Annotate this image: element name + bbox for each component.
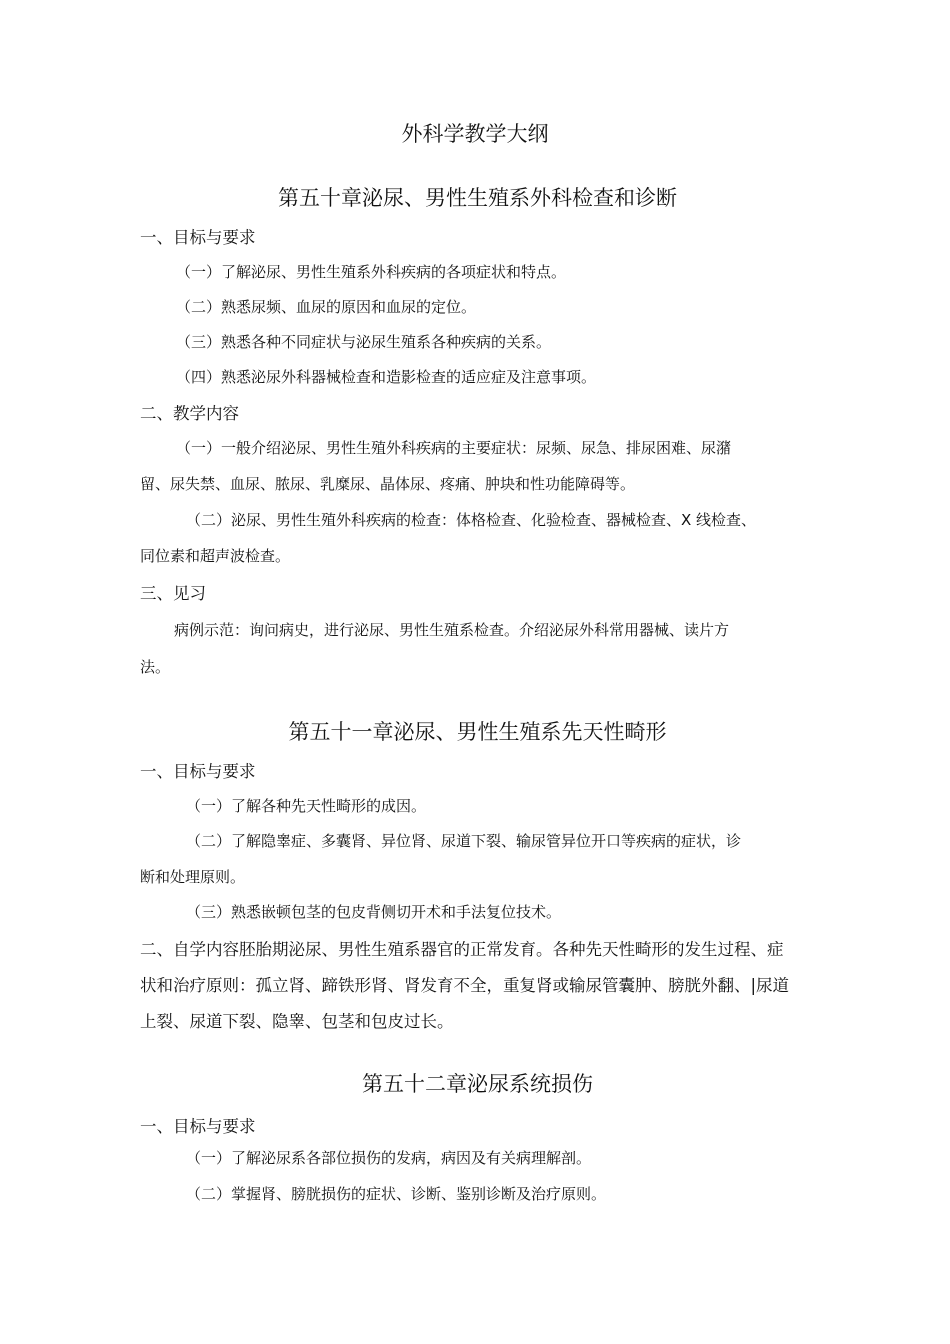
list-item: （二）掌握肾、膀胱损伤的症状、诊断、鉴别诊断及治疗原则。 [186, 1185, 607, 1203]
list-item: （一）了解各种先天性畸形的成因。 [186, 797, 427, 815]
paragraph-line: 二、自学内容胚胎期泌尿、男性生殖系器官的正常发育。各种先天性畸形的发生过程、症 [140, 940, 784, 959]
section-heading-practice: 三、见习 [140, 584, 206, 603]
section-heading-goals: 一、目标与要求 [140, 762, 256, 781]
paragraph-line: 状和治疗原则：孤立肾、蹄铁形肾、肾发育不全，重复肾或输尿管囊肿、膀胱外翻、|尿道 [140, 976, 790, 995]
section-heading-goals: 一、目标与要求 [140, 1117, 256, 1136]
list-item: （二）熟悉尿频、血尿的原因和血尿的定位。 [176, 298, 477, 316]
list-item: 断和处理原则。 [140, 868, 246, 886]
chapter-title: 第五十章泌尿、男性生殖系外科检查和诊断 [278, 186, 677, 210]
list-item: （一）了解泌尿、男性生殖系外科疾病的各项症状和特点。 [176, 263, 567, 281]
paragraph-line: 法。 [140, 658, 171, 676]
paragraph-line: 病例示范：询问病史，进行泌尿、男性生殖系检查。介绍泌尿外科常用器械、读片方 [174, 621, 730, 639]
list-item: （三）熟悉嵌顿包茎的包皮背侧切开术和手法复位技术。 [186, 903, 562, 921]
list-item: （一）了解泌尿系各部位损伤的发病，病因及有关病理解剖。 [186, 1149, 592, 1167]
paragraph-line: 上裂、尿道下裂、隐睾、包茎和包皮过长。 [140, 1012, 454, 1031]
paragraph-line: 同位素和超声波检查。 [140, 547, 291, 565]
list-item: （三）熟悉各种不同症状与泌尿生殖系各种疾病的关系。 [176, 333, 552, 351]
chapter-title: 第五十一章泌尿、男性生殖系先天性畸形 [288, 720, 667, 744]
section-heading-goals: 一、目标与要求 [140, 228, 256, 247]
list-item: （四）熟悉泌尿外科器械检查和造影检查的适应症及注意事项。 [176, 368, 597, 386]
list-item: （二）了解隐睾症、多囊肾、异位肾、尿道下裂、输尿管异位开口等疾病的症状，诊 [186, 832, 742, 850]
paragraph-line: （二）泌尿、男性生殖外科疾病的检查：体格检查、化验检查、器械检查、X 线检查、 [186, 511, 757, 529]
paragraph-line: （一）一般介绍泌尿、男性生殖外科疾病的主要症状：尿频、尿急、排尿困难、尿潴 [176, 439, 732, 457]
section-heading-content: 二、教学内容 [140, 404, 239, 423]
document-title: 外科学教学大纲 [401, 122, 549, 146]
paragraph-line: 留、尿失禁、血尿、脓尿、乳糜尿、晶体尿、疼痛、肿块和性功能障碍等。 [140, 475, 636, 493]
chapter-title: 第五十二章泌尿系统损伤 [362, 1072, 593, 1096]
